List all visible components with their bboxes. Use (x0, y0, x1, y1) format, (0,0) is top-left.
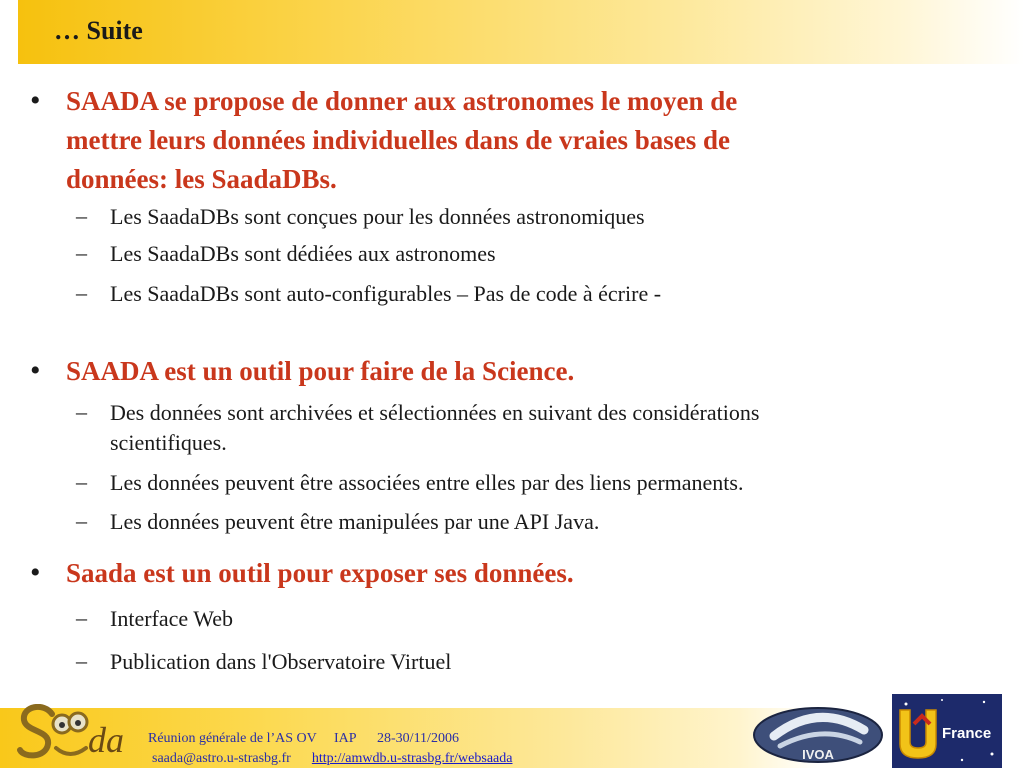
ivoa-logo (752, 706, 884, 764)
dash-2-1: – (76, 399, 87, 424)
footer-website-link[interactable]: http://amwdb.u-strasbg.fr/websaada (311, 751, 513, 766)
section-1-item-2: Les SaadaDBs sont dédiées aux astronomes (110, 241, 496, 266)
dash-1-1: – (76, 203, 87, 228)
dash-2-3: – (76, 508, 87, 533)
section-1-heading-line-2: mettre leurs données individuelles dans de vraies bases de (66, 125, 731, 155)
section-3-heading-line-1: Saada est un outil pour exposer ses données. (66, 558, 574, 588)
saada-logo (16, 704, 128, 766)
title-bar (18, 0, 1024, 64)
section-2-item-2: Les données peuvent être associées entre elles par des liens permanents. (110, 470, 744, 495)
section-2-heading-line-1: SAADA est un outil pour faire de la Science. (66, 356, 575, 386)
footer-email: saada@astro.u-strasbg.fr (152, 751, 291, 766)
section-1-item-3: Les SaadaDBs sont auto-configurables – Pas de code à écrire - (110, 281, 662, 306)
section-2-item-3: Les données peuvent être manipulées par une API Java. (110, 509, 600, 534)
svg-text:IVOA: IVOA (802, 747, 834, 762)
section-3-item-2: Publication dans l'Observatoire Virtuel (110, 649, 452, 674)
dash-3-1: – (76, 605, 87, 630)
france-logo-label: France (942, 725, 992, 742)
dash-2-2: – (76, 469, 87, 494)
section-2-item-1-line-1: Des données sont archivées et sélectionnées en suivant des considérations (110, 400, 760, 425)
slide-title: … Suite (54, 16, 143, 45)
france-ov-logo (892, 694, 1002, 768)
section-2-heading (66, 352, 966, 391)
dash-1-2: – (76, 240, 87, 265)
section-2-item-1 (110, 398, 990, 458)
dash-3-2: – (76, 648, 87, 673)
footer-contact (152, 751, 512, 767)
dash-1-3: – (76, 280, 87, 305)
section-3-item-1: Interface Web (110, 606, 234, 631)
svg-text:da: da (88, 720, 124, 760)
section-1-heading-line-3: données: les SaadaDBs. (66, 164, 337, 194)
bullet-2: • (30, 354, 41, 387)
footer-meeting-info: Réunion générale de l’AS OV IAP 28-30/11/2006 (148, 731, 459, 746)
section-1-heading-line-1: SAADA se propose de donner aux astronomes le moyen de (66, 86, 738, 116)
section-1-item-1: Les SaadaDBs sont conçues pour les données astronomiques (110, 204, 645, 229)
section-1-heading (66, 82, 966, 199)
section-2-item-1-line-2: scientifiques. (110, 430, 227, 455)
section-3-heading (66, 554, 966, 593)
bullet-3: • (30, 556, 41, 589)
bullet-1: • (30, 84, 41, 117)
